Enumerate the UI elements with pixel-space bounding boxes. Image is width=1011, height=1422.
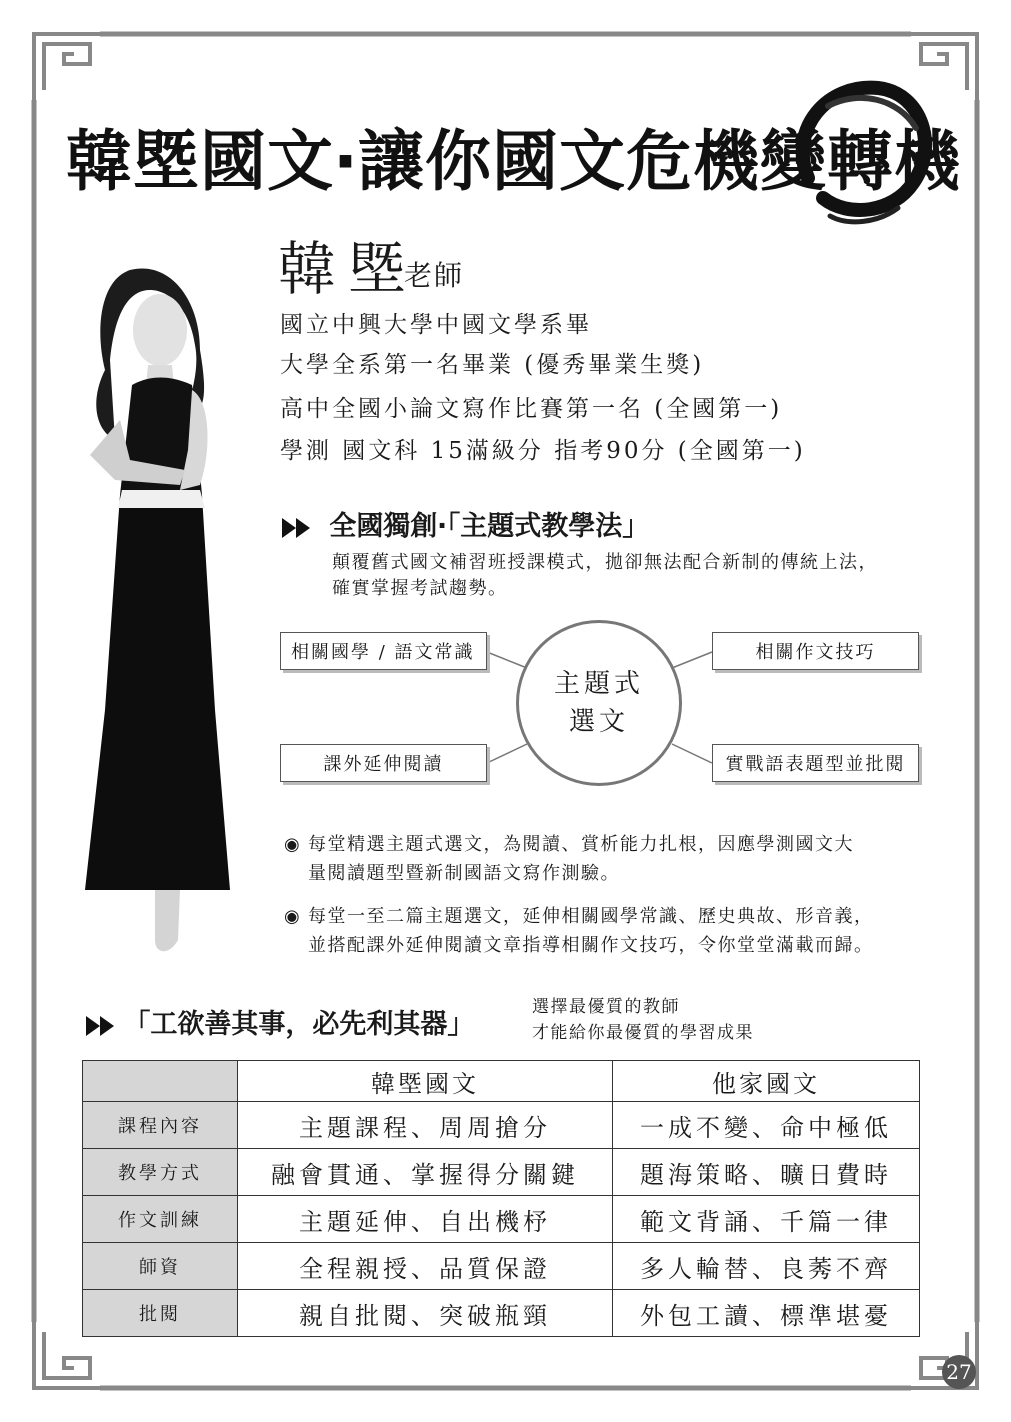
- table-header-ours: 韓塈國文: [238, 1061, 613, 1102]
- diagram-box-bottom-left: 課外延伸閱讀: [280, 744, 487, 782]
- credential-3: 高中全國小論文寫作比賽第一名 (全國第一): [280, 396, 783, 422]
- table-row: [83, 1102, 920, 1149]
- diagram-center-circle: [516, 620, 682, 786]
- teacher-role: 老師: [404, 259, 465, 292]
- credential-2: 大學全系第一名畢業 (優秀畢業生獎): [280, 352, 705, 378]
- row-label: 作文訓練: [83, 1196, 238, 1243]
- table-header-row: [83, 1061, 920, 1102]
- compare-tagline2: 才能給你最優質的學習成果: [532, 1023, 754, 1043]
- row-label: 教學方式: [83, 1149, 238, 1196]
- row-others: 多人輪替、良莠不齊: [612, 1243, 919, 1290]
- bullet-target-icon: ◉: [284, 834, 302, 855]
- diagram-center-line1: 主題式: [553, 669, 644, 699]
- teacher-name: 韓塈: [278, 235, 419, 303]
- method-heading: 全國獨創‧「主題式教學法」: [282, 504, 649, 543]
- row-others: 題海策略、曠日費時: [612, 1149, 919, 1196]
- row-label: 師資: [83, 1243, 238, 1290]
- page-title: 韓塈國文‧讓你國文危機變轉機: [66, 123, 961, 200]
- table-header-others: 他家國文: [612, 1061, 919, 1102]
- page-number: 27: [942, 1355, 976, 1389]
- diagram-box-top-right: 相關作文技巧: [712, 632, 919, 670]
- row-ours: 全程親授、品質保證: [238, 1243, 613, 1290]
- row-others: 一成不變、命中極低: [612, 1102, 919, 1149]
- comparison-table: [82, 1060, 920, 1337]
- row-ours: 親自批閱、突破瓶頸: [238, 1290, 613, 1337]
- bullet-target-icon: ◉: [284, 906, 302, 927]
- table-header-blank: [83, 1061, 238, 1102]
- method-description-line2: 確實掌握考試趨勢。: [332, 578, 508, 599]
- compare-tagline1: 選擇最優質的教師: [532, 997, 680, 1017]
- method-bullet-2: ◉ 每堂一至二篇主題選文，延伸相關國學常識、歷史典故、形音義， 並搭配課外延伸閱讀文章指導相關作文技巧，令你堂堂滿載而歸。: [284, 902, 934, 960]
- table-row: [83, 1290, 920, 1337]
- row-others: 範文背誦、千篇一律: [612, 1196, 919, 1243]
- diagram-box-bottom-right: 實戰語表題型並批閱: [712, 744, 919, 782]
- row-ours: 主題課程、周周搶分: [238, 1102, 613, 1149]
- credential-1: 國立中興大學中國文學系畢: [280, 312, 592, 338]
- diagram-center-line2: 選文: [568, 707, 629, 737]
- credential-4: 學測 國文科 15滿級分 指考90分 (全國第一): [280, 438, 806, 464]
- method-bullet-1: ◉ 每堂精選主題式選文，為閱讀、賞析能力扎根，因應學測國文大 量閱讀題型暨新制國語文寫作測驗。: [284, 830, 934, 888]
- table-row: [83, 1243, 920, 1290]
- table-row: [83, 1149, 920, 1196]
- row-ours: 融會貫通、掌握得分關鍵: [238, 1149, 613, 1196]
- row-ours: 主題延伸、自出機杼: [238, 1196, 613, 1243]
- row-label: 批閱: [83, 1290, 238, 1337]
- row-others: 外包工讀、標準堪憂: [612, 1290, 919, 1337]
- diagram-box-top-left: 相關國學 / 語文常識: [280, 632, 487, 670]
- row-label: 課程內容: [83, 1102, 238, 1149]
- compare-heading: 「工欲善其事，必先利其器」: [86, 1002, 474, 1041]
- triangle-bullet-icon: [86, 1009, 114, 1040]
- table-row: [83, 1196, 920, 1243]
- method-description-line1: 顛覆舊式國文補習班授課模式，拋卻無法配合新制的傳統上法，: [332, 552, 878, 573]
